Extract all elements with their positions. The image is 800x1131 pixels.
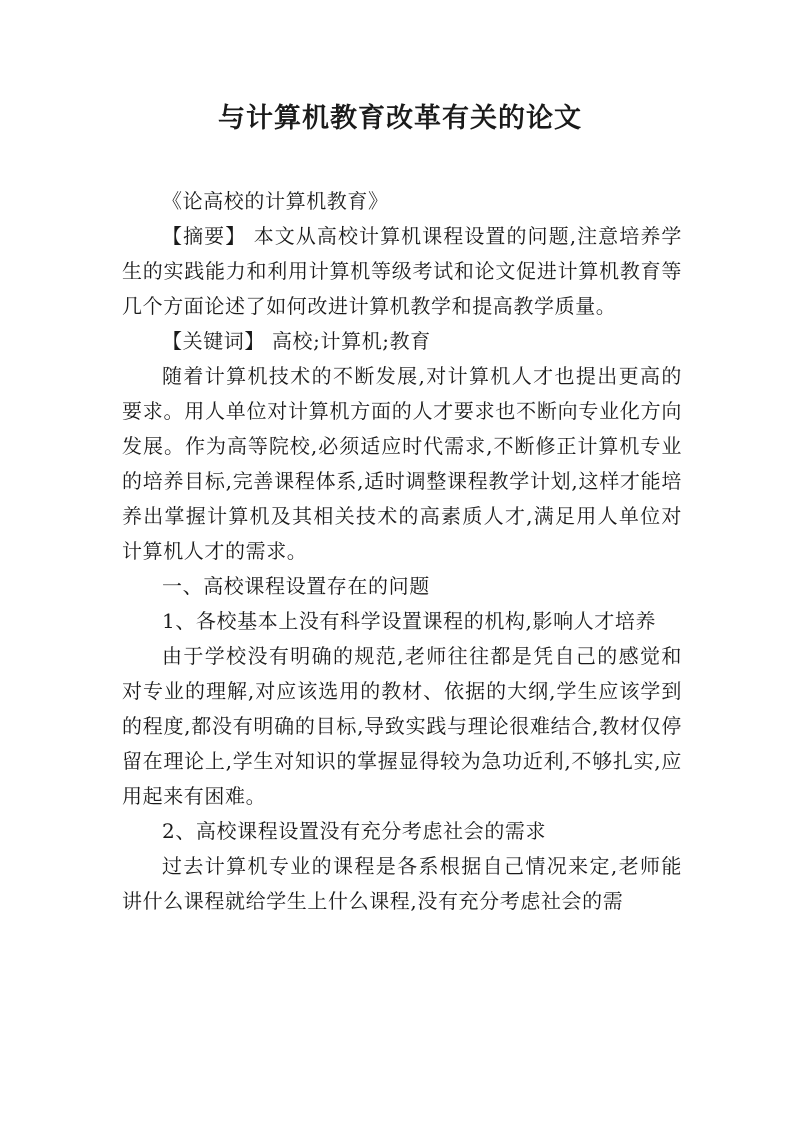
intro-paragraph: 随着计算机技术的不断发展,对计算机人才也提出更高的要求。用人单位对计算机方面的人才要求也不断向专业化方向发展。作为高等院校,必须适应时代需求,不断修正计算机专业的培养目标,完善课程体系,适时调整课程教学计划,这样才能培养出掌握计算机及其相关技术的高素质人才,满足用人单位对计算机人才的需求。 <box>122 364 682 563</box>
keywords-paragraph: 【关键词】 高校;计算机;教育 <box>162 329 431 353</box>
body-paragraph: 由于学校没有明确的规范,老师往往都是凭自己的感觉和对专业的理解,对应该选用的教材、依据的大纲,学生应该学到的程度,都没有明确的目标,导致实践与理论很难结合,教材仅停留在理论上,学生对知识的掌握显得较为急功近利,不够扎实,应用起来有困难。 <box>122 644 682 808</box>
paper-reference: 《论高校的计算机教育》 <box>162 189 389 213</box>
body-paragraph: 过去计算机专业的课程是各系根据自己情况来定,老师能讲什么课程就给学生上什么课程,没有充分考虑社会的需 <box>122 854 682 913</box>
subsection-heading-2: 2、高校课程设置没有充分考虑社会的需求 <box>162 819 547 843</box>
section-heading-1: 一、高校课程设置存在的问题 <box>162 574 430 598</box>
subsection-heading-1: 1、各校基本上没有科学设置课程的机构,影响人才培养 <box>162 609 657 633</box>
document-title: 与计算机教育改革有关的论文 <box>218 103 582 134</box>
abstract-paragraph: 【摘要】 本文从高校计算机课程设置的问题,注意培养学生的实践能力和利用计算机等级考试和论文促进计算机教育等几个方面论述了如何改进计算机教学和提高教学质量。 <box>122 224 682 318</box>
document-body <box>122 184 682 919</box>
